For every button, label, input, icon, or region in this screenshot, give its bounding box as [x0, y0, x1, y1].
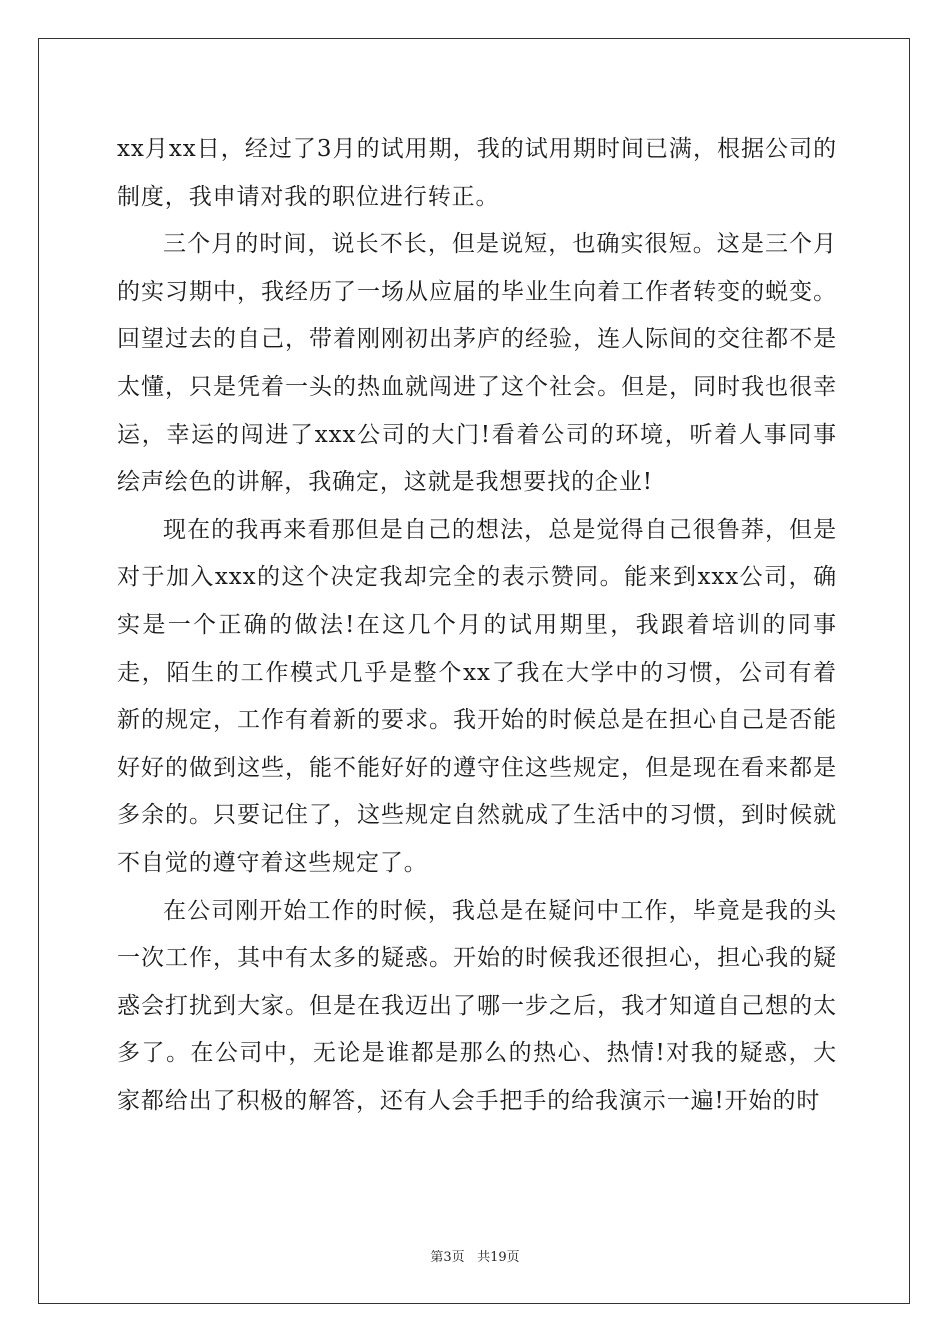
- document-body: [117, 126, 837, 1125]
- paragraph-4: 在公司刚开始工作的时候，我总是在疑问中工作，毕竟是我的头一次工作，其中有太多的疑惑。开始的时候我还很担心，担心我的疑惑会打扰到大家。但是在我迈出了哪一步之后，我才知道自己想的太多了。在公司中，无论是谁都是那么的热心、热情!对我的疑惑，大家都给出了积极的解答，还有人会手把手的给我演示一遍!开始的时: [117, 897, 837, 1114]
- paragraph-2: 三个月的时间，说长不长，但是说短，也确实很短。这是三个月的实习期中，我经历了一场从应届的毕业生向着工作者转变的蜕变。回望过去的自己，带着刚刚初出茅庐的经验，连人际间的交往都不是太懂，只是凭着一头的热血就闯进了这个社会。但是，同时我也很幸运，幸运的闯进了xxx公司的大门!看着公司的环境，听着人事同事绘声绘色的讲解，我确定，这就是我想要找的企业!: [117, 231, 837, 496]
- page-footer: [0, 1246, 950, 1265]
- page-total: 共19页: [477, 1250, 520, 1265]
- paragraph-3: 现在的我再来看那但是自己的想法，总是觉得自己很鲁莽，但是对于加入xxx的这个决定我却完全的表示赞同。能来到xxx公司，确实是一个正确的做法!在这几个月的试用期里，我跟着培训的同事走，陌生的工作模式几乎是整个xx了我在大学中的习惯，公司有着新的规定，工作有着新的要求。我开始的时候总是在担心自己是否能好好的做到这些，能不能好好的遵守住这些规定，但是现在看来都是多余的。只要记住了，这些规定自然就成了生活中的习惯，到时候就不自觉的遵守着这些规定了。: [117, 516, 837, 876]
- page-number: 第3页: [430, 1250, 465, 1265]
- paragraph-1: xx月xx日，经过了3月的试用期，我的试用期时间已满，根据公司的制度，我申请对我的职位进行转正。: [117, 136, 837, 210]
